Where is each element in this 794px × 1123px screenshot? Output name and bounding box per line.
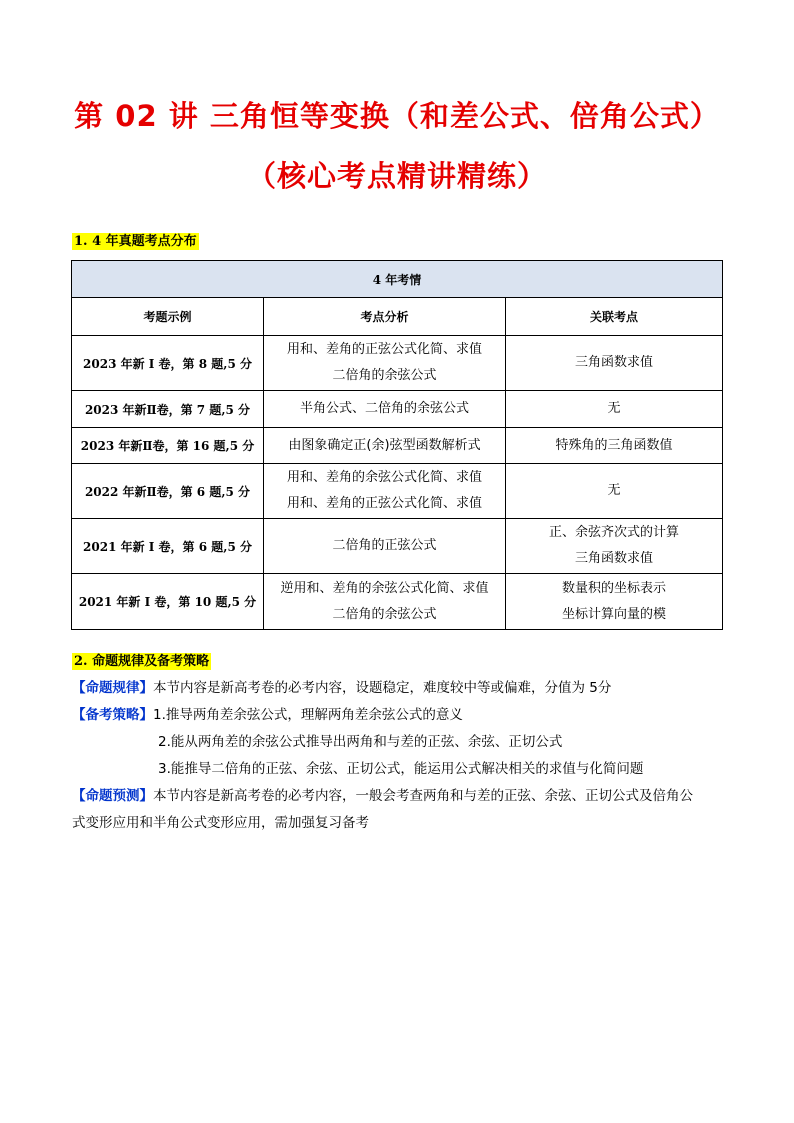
table-row: [72, 519, 723, 574]
analysis-cell: 逆用和、差角的余弦公式化简、求值 二倍角的余弦公式: [264, 574, 506, 630]
analysis-cell: 二倍角的正弦公式: [264, 519, 506, 574]
column-header: 考题示例: [72, 298, 264, 336]
analysis-cell: 用和、差角的正弦公式化简、求值 二倍角的余弦公式: [264, 336, 506, 391]
column-header: 考点分析: [264, 298, 506, 336]
analysis-cell: 半角公式、二倍角的余弦公式: [264, 391, 506, 428]
strategy-tag: 【备考策略】: [72, 707, 153, 723]
analysis-cell: 由图象确定正(余)弦型函数解析式: [264, 428, 506, 464]
related-cell: 特殊角的三角函数值: [506, 428, 723, 464]
forecast-tag: 【命题预测】: [72, 788, 153, 804]
forecast-text-cont: 式变形应用和半角公式变形应用，需加强复习备考: [72, 815, 369, 831]
section-heading-distribution: 1. 4 年真题考点分布: [74, 234, 197, 249]
analysis-cell: 用和、差角的余弦公式化简、求值 用和、差角的正弦公式化简、求值: [264, 464, 506, 519]
related-cell: 无: [506, 464, 723, 519]
table-row: [72, 428, 723, 464]
related-cell: 三角函数求值: [506, 336, 723, 391]
law-tag: 【命题规律】: [72, 680, 153, 696]
page-subtitle: （核心考点精讲精练）: [246, 159, 547, 193]
exam-example-cell: 2022 年新Ⅱ卷，第 6 题,5 分: [72, 464, 264, 519]
table-row: [72, 464, 723, 519]
law-text: 本节内容是新高考卷的必考内容，设题稳定，难度较中等或偏难，分值为 5分: [153, 680, 612, 696]
table-caption: 4 年考情: [72, 261, 723, 298]
forecast-text: 本节内容是新高考卷的必考内容，一般会考查两角和与差的正弦、余弦、正切公式及倍角公: [153, 788, 693, 804]
exam-example-cell: 2023 年新Ⅱ卷，第 7 题,5 分: [72, 391, 264, 428]
related-cell: 正、余弦齐次式的计算 三角函数求值: [506, 519, 723, 574]
strategy-item: 3.能推导二倍角的正弦、余弦、正切公式，能运用公式解决相关的求值与化简问题: [158, 761, 644, 777]
section-heading-strategy: 2. 命题规律及备考策略: [74, 654, 210, 669]
strategy-item: 2.能从两角差的余弦公式推导出两角和与差的正弦、余弦、正切公式: [158, 734, 563, 750]
table-row: [72, 336, 723, 391]
exam-example-cell: 2021 年新 I 卷，第 10 题,5 分: [72, 574, 264, 630]
exam-example-cell: 2021 年新 I 卷，第 6 题,5 分: [72, 519, 264, 574]
related-cell: 数量积的坐标表示 坐标计算向量的模: [506, 574, 723, 630]
law-paragraph: [72, 675, 732, 837]
table-row: [72, 391, 723, 428]
column-header: 关联考点: [506, 298, 723, 336]
page-title: 第 02 讲 三角恒等变换（和差公式、倍角公式）: [74, 99, 720, 133]
related-cell: 无: [506, 391, 723, 428]
strategy-item: 1.推导两角差余弦公式，理解两角差余弦公式的意义: [153, 707, 463, 723]
exam-example-cell: 2023 年新Ⅱ卷，第 16 题,5 分: [72, 428, 264, 464]
exam-example-cell: 2023 年新 I 卷，第 8 题,5 分: [72, 336, 264, 391]
table-row: [72, 574, 723, 630]
exam-distribution-table: [71, 260, 723, 630]
